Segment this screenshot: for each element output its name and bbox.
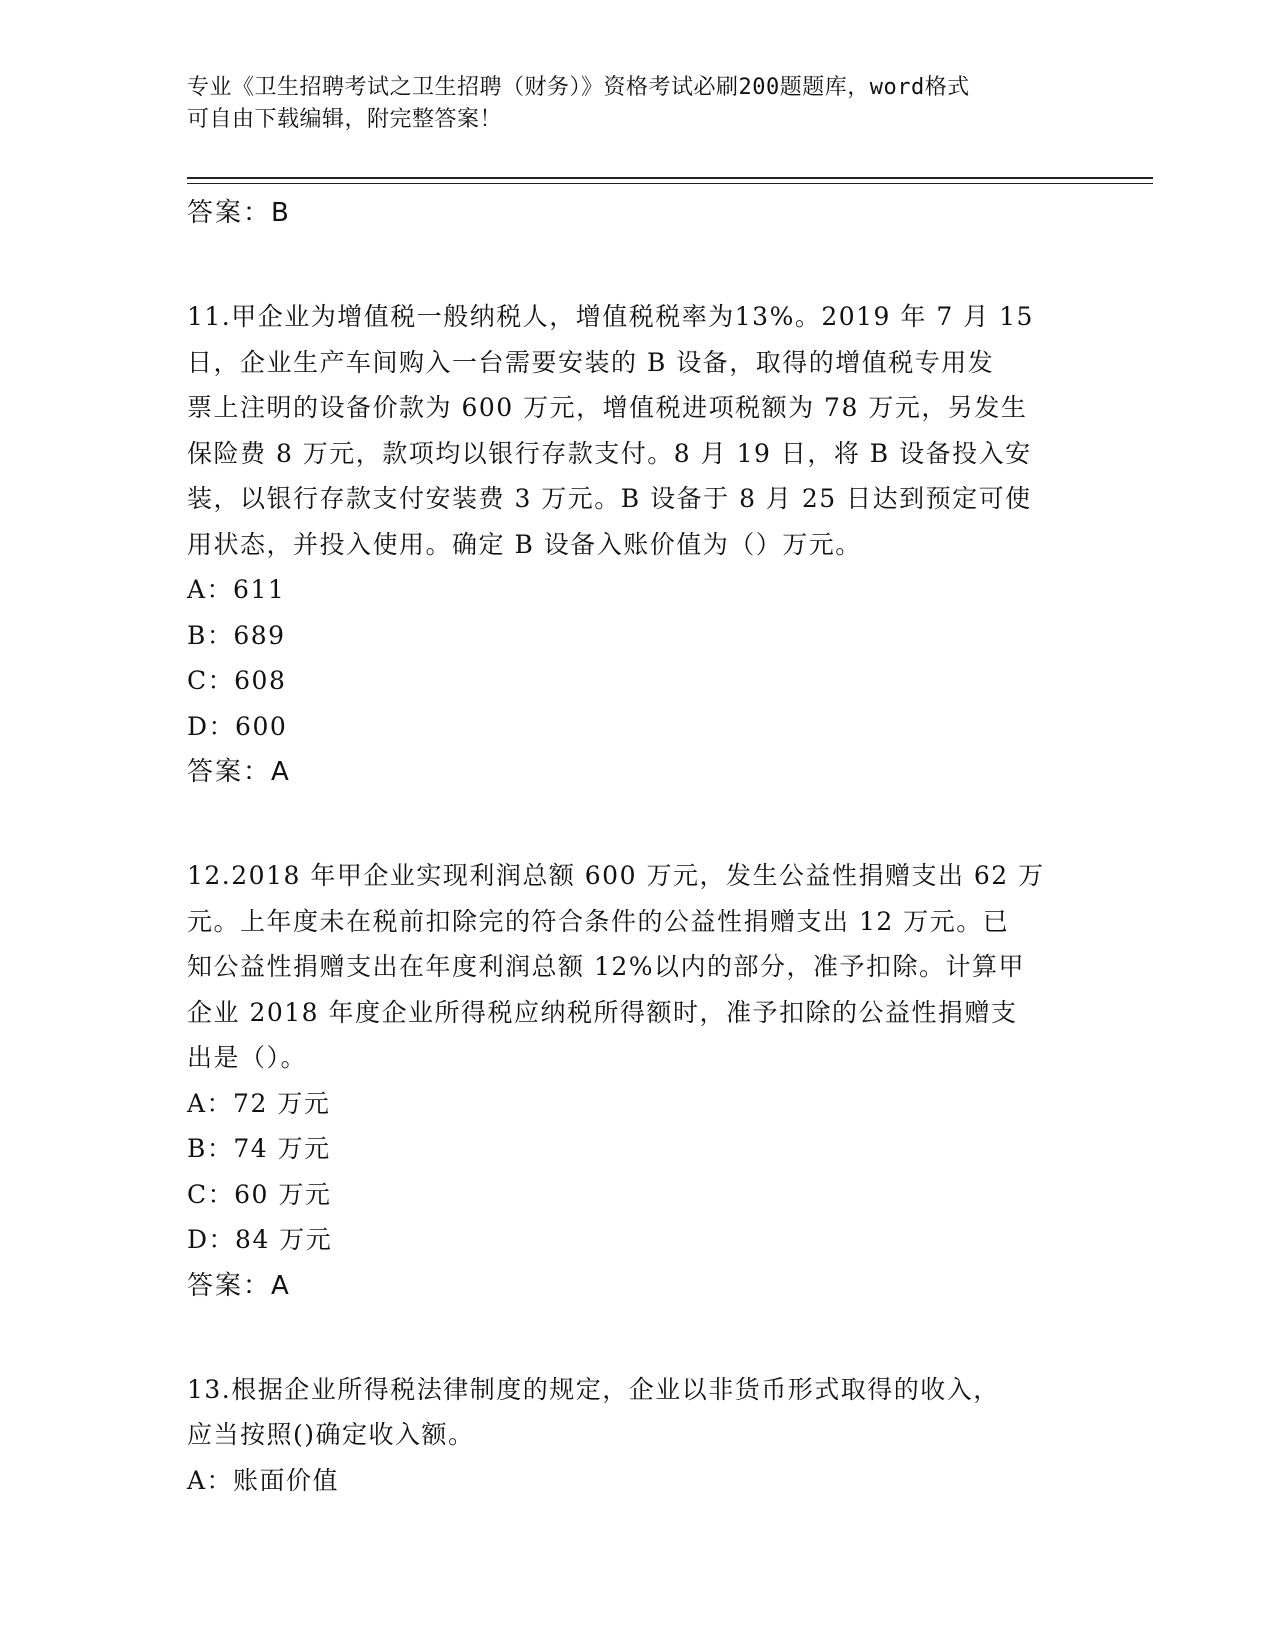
question-11 [187,294,1087,795]
question-line: 票上注明的设备价款为 600 万元，增值税进项税额为 78 万元，另发生 [187,393,1028,422]
document-header [187,72,1067,136]
question-12 [187,853,1087,1309]
header-divider-thick [187,177,1153,179]
option-d: D：84 万元 [187,1225,333,1254]
option-b: B：689 [187,620,286,650]
option-a: A：611 [187,575,286,604]
question-line: 12.2018 年甲企业实现利润总额 600 万元，发生公益性捐赠支出 62 万 [187,861,1045,890]
previous-answer: 答案：B [187,198,291,228]
header-line-2: 可自由下载编辑，附完整答案！ [187,107,503,132]
question-line: 应当按照()确定收入额。 [187,1420,475,1449]
option-c: C：608 [187,666,287,695]
question-text [187,294,1087,567]
question-line: 知公益性捐赠支出在年度利润总额 12%以内的部分，准予扣除。计算甲 [187,952,1026,981]
question-line: 元。上年度未在税前扣除完的符合条件的公益性捐赠支出 12 万元。已 [187,906,1010,936]
header-line-1: 专业《卫生招聘考试之卫生招聘（财务）》资格考试必刷200题题库，word格式 [187,75,970,100]
question-line: 企业 2018 年度企业所得税应纳税所得额时，准予扣除的公益性捐赠支 [187,997,1018,1027]
question-line: 出是（）。 [187,1043,308,1072]
header-divider-thin [187,183,1153,184]
answer: 答案：A [187,757,291,787]
question-text [187,1367,1087,1458]
answer: 答案：A [187,1270,291,1301]
option-a: A：账面价值 [187,1465,340,1495]
question-text [187,853,1087,1081]
question-line: 用状态，并投入使用。确定 B 设备入账价值为（）万元。 [187,529,862,559]
question-13 [187,1367,1087,1504]
option-b: B：74 万元 [187,1134,331,1163]
question-line: 装，以银行存款支付安装费 3 万元。B 设备于 8 月 25 日达到预定可使 [187,484,1032,513]
question-line: 13.根据企业所得税法律制度的规定，企业以非货币形式取得的收入， [187,1374,1000,1404]
question-list [187,190,1087,1503]
option-c: C：60 万元 [187,1179,332,1209]
question-line: 11.甲企业为增值税一般纳税人，增值税税率为13%。2019 年 7 月 15 [187,302,1034,331]
question-line: 日，企业生产车间购入一台需要安装的 B 设备，取得的增值税专用发 [187,347,995,377]
option-d: D：600 [187,711,288,741]
option-a: A：72 万元 [187,1088,331,1118]
question-line: 保险费 8 万元，款项均以银行存款支付。8 月 19 日，将 B 设备投入安 [187,438,1032,468]
